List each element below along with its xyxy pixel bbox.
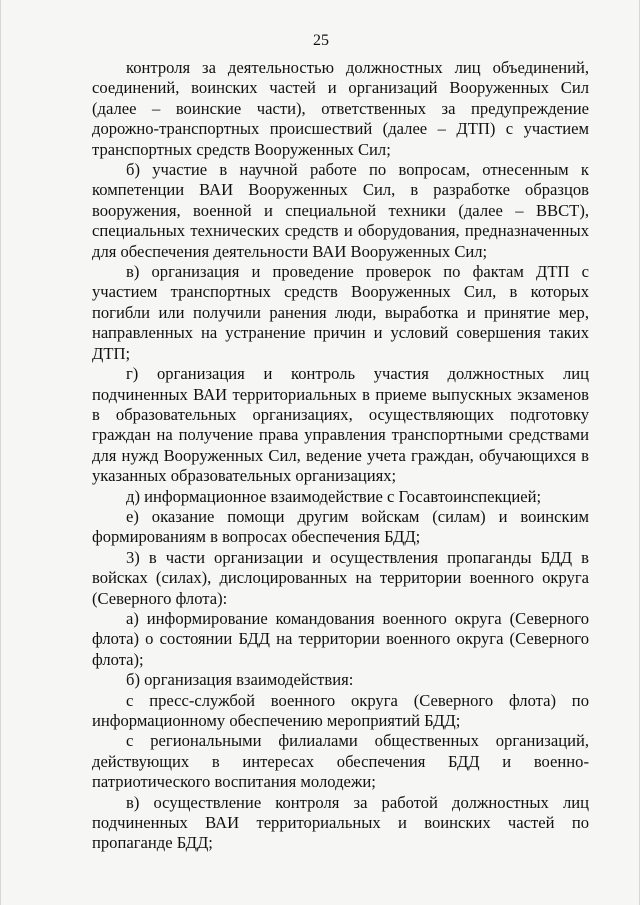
paragraph-regional-branches: с региональными филиалами общественных организаций, действующих в интересах обеспечения БДД и военно-патриотического воспитания молодежи; [92,731,589,792]
paragraph-item-v-control: в) осуществление контроля за работой должностных лиц подчиненных ВАИ территориальных и воинских частей по пропаганде БДД; [92,792,589,853]
document-body [92,58,589,854]
paragraph-item-e: е) оказание помощи другим войскам (силам) и воинским формированиям в вопросах обеспечения БДД; [92,506,589,547]
paragraph-item-b-interaction: б) организация взаимодействия: [126,670,354,690]
paragraph-section-3: 3) в части организации и осуществления пропаганды БДД в войсках (силах), дислоцированных на территории военного округа (Северного флота): [92,547,589,608]
page-number: 25 [313,32,329,49]
paragraph-item-g: г) организация и контроль участия должностных лиц подчиненных ВАИ территориальных в приеме выпускных экзаменов в образовательных организациях, осуществляющих подготовку граждан на получение права управления транспортными средствами для нужд Вооруженных Сил, ведение учета граждан, обучающихся в указанных образовательных организациях; [92,364,589,486]
paragraph-press-service: с пресс-службой военного округа (Северного флота) по информационному обеспечению мероприятий БДД; [92,690,589,730]
paragraph-item-b: б) участие в научной работе по вопросам, отнесенным к компетенции ВАИ Вооруженных Сил, в разработке образцов вооружения, военной и специальной техники (далее – ВВСТ), специальных технических средств и оборудования, предназначенных для обеспечения деятельности ВАИ Вооруженных Сил; [92,160,589,261]
paragraph-item-a: а) информирование командования военного округа (Северного флота) о состоянии БДД на территории военного округа (Северного флота); [92,608,589,669]
paragraph-item-d: д) информационное взаимодействие с Госавтоинспекцией; [126,486,542,506]
paragraph-continuation: контроля за деятельностью должностных лиц объединений, соединений, воинских частей и организаций Вооруженных Сил (далее – воинские части), ответственных за предупреждение дорожно-транспортных происшествий (далее – ДТП) с участием транспортных средств Вооруженных Сил; [92,58,589,159]
paragraph-item-v: в) организация и проведение проверок по фактам ДТП с участием транспортных средств Вооруженных Сил, в которых погибли или получили ранения люди, выработка и принятие мер, направленных на устранение причин и условий совершения таких ДТП; [92,262,589,363]
